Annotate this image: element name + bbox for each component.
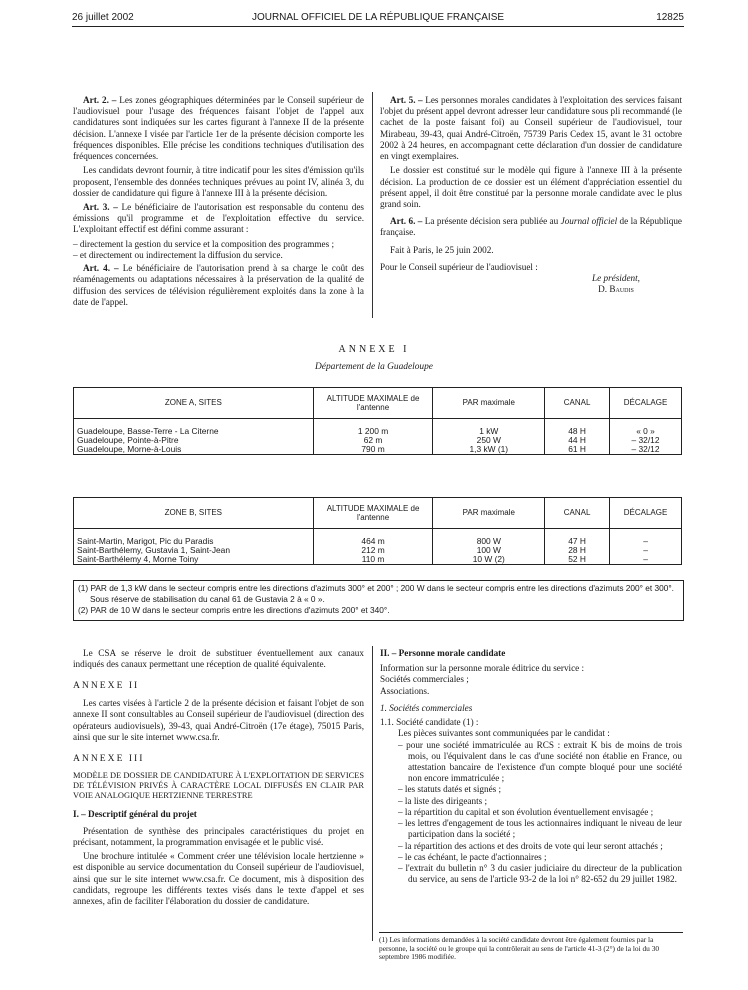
list-item: – pour une société immatriculée au RCS : extrait K bis de moins de trois mois, ou l'équivalent dans le cas d'une société non établie en France, ou attestation bancaire de l'existence d'un compte bloqué pour une société non encore immatriculée ; bbox=[398, 739, 682, 784]
bottom-right-column bbox=[380, 648, 682, 887]
annex-2-text: Les cartes visées à l'article 2 de la présente décision et faisant l'objet de son annexe II sont consultables au Conseil supérieur de l'audiovisuel (direction des opérateurs audiovisuels), 39-43, quai André-Citroën (17e étage), 75015 Paris, ainsi que sur le site internet www.csa.fr. bbox=[73, 698, 364, 742]
table-row: Guadeloupe, Morne-à-Louis 790 m 1,3 kW (1) 61 H – 32/12 bbox=[74, 445, 682, 455]
zone-b-table bbox=[73, 497, 682, 565]
column-header-altitude: ALTITUDE MAXIMALE de l'antenne bbox=[313, 498, 433, 529]
article-3-list bbox=[73, 239, 364, 261]
column-divider-bottom bbox=[372, 646, 373, 941]
zone-a-table bbox=[73, 387, 682, 455]
done-at-paris: Fait à Paris, le 25 juin 2002. bbox=[390, 244, 494, 255]
subsection-1-title: 1. Sociétés commerciales bbox=[380, 702, 473, 713]
column-header-canal: CANAL bbox=[545, 388, 610, 419]
signature-line-1: Pour le Conseil supérieur de l'audiovisuel : bbox=[380, 261, 538, 272]
table-row: Saint-Barthélemy, Gustavia 1, Saint-Jean 212 m 100 W 28 H – bbox=[74, 546, 682, 555]
column-header-sites: ZONE A, SITES bbox=[74, 388, 314, 419]
header-journal-title: JOURNAL OFFICIEL DE LA RÉPUBLIQUE FRANÇAISE bbox=[251, 12, 505, 23]
table-row: Guadeloupe, Pointe-à-Pitre 62 m 250 W 44 H – 32/12 bbox=[74, 436, 682, 445]
article-5: Art. 5. – Les personnes morales candidates à l'exploitation des services faisant l'objet du présent appel devront adresser leur candidature sous pli recommandé (le cachet de la poste faisant foi) au Conseil supérieur de l'audiovisuel, tour Mirabeau, 39-43, quai André-Citroën, 75739 Paris Cedex 15, avant le 31 octobre 2002 à 24 heures, en accompagnant cette déclaration d'un dossier de candidature en vingt exemplaires. bbox=[380, 95, 682, 162]
article-2: Art. 2. – Les zones géographiques déterminées par le Conseil supérieur de l'audiovisuel pour l'usage des fréquences faisant l'objet de l'appel aux candidatures sont indiquées sur les cartes figurant à l'annexe II de la présente décision. L'annexe I visée par l'article 1er de la présente décision comporte les fréquences disponibles. Elle précise les conditions techniques d'utilisation des fréquences concernées. bbox=[73, 95, 364, 162]
header-page-number: 12825 bbox=[656, 12, 684, 23]
section-1-paragraph-2: Une brochure intitulée « Comment créer une télévision locale hertzienne » est disponible au service documentation du Conseil supérieur de l'audiovisuel, ainsi que sur le site internet www.csa.fr. Ce document, mis à disposition des candidats, regroupe les différents textes visés dans le texte d'appel et ses annexes, afin de faciliter l'élaboration du dossier de candidature. bbox=[73, 851, 364, 906]
column-header-sites: ZONE B, SITES bbox=[74, 498, 314, 529]
article-5-paragraph-2: Le dossier est constitué sur le modèle qui figure à l'annexe III à la présente décision. La production de ce dossier est un élément d'appréciation essentiel du présent appel, il doit être constitué par la personne morale candidate avec le plus grand soin. bbox=[380, 165, 682, 209]
section-1-title: I. – Descriptif général du projet bbox=[73, 809, 197, 820]
footnote: (1) Les informations demandées à la société candidate devront être également fournies par la personne, la société ou le groupe qui la contrôlerait au sens de l'article 41-3 (2°) de la loi du 30 septembre 1986 modifiée. bbox=[379, 932, 683, 962]
page-header bbox=[72, 12, 684, 27]
signature-name: D. Baudis bbox=[598, 284, 634, 295]
column-header-decalage: DÉCALAGE bbox=[610, 498, 682, 529]
note-1: (1) PAR de 1,3 kW dans le secteur compris entre les directions d'azimuts 300° et 200° ; 200 W dans le secteur compris entre les directions d'azimuts 200° et 300°. bbox=[78, 583, 674, 593]
intro-item: Associations. bbox=[380, 685, 430, 696]
intro-item: Sociétés commerciales ; bbox=[380, 674, 469, 685]
subsection-1-1: 1.1. Société candidate (1) : bbox=[380, 717, 479, 728]
article-3: Art. 3. – Le bénéficiaire de l'autorisation est responsable du contenu des émissions qu'il programme et de l'exploitation effective du service. L'exploitant effectif est défini comme assurant : bbox=[73, 201, 364, 235]
section-2-intro: Information sur la personne morale éditrice du service : bbox=[380, 663, 585, 674]
list-item: – les statuts datés et signés ; bbox=[398, 784, 502, 795]
section-2-title: II. – Personne morale candidate bbox=[380, 648, 506, 658]
list-item: – et directement ou indirectement la diffusion du service. bbox=[73, 249, 283, 260]
list-item: – la liste des dirigeants ; bbox=[398, 795, 488, 806]
csa-reserve: Le CSA se réserve le droit de substituer éventuellement aux canaux indiqués des canaux permettant une réception de qualité équivalente. bbox=[73, 648, 364, 670]
list-item: – l'extrait du bulletin n° 3 du casier judiciaire du directeur de la publication du service, au sens de l'article 93-2 de la loi n° 82-652 du 29 juillet 1982. bbox=[398, 862, 682, 885]
column-divider-top bbox=[372, 92, 373, 318]
table-notes bbox=[73, 580, 684, 621]
section-1-paragraph-1: Présentation de synthèse des principales caractéristiques du projet en précisant, notamment, la programmation envisagée et le public visé. bbox=[73, 825, 364, 847]
header-date: 26 juillet 2002 bbox=[72, 12, 134, 23]
table-row: Guadeloupe, Basse-Terre - La Citerne 1 200 m 1 kW 48 H « 0 » bbox=[74, 427, 682, 436]
column-header-par: PAR maximale bbox=[433, 388, 545, 419]
top-right-column bbox=[380, 95, 682, 296]
pieces-intro: Les pièces suivantes sont communiquées par le candidat : bbox=[398, 728, 610, 739]
list-item: – la répartition du capital et son évolution éventuellement envisagée ; bbox=[398, 806, 654, 817]
column-header-canal: CANAL bbox=[545, 498, 610, 529]
annex-3-heading: MODÈLE DE DOSSIER DE CANDIDATURE À L'EXPLOITATION DE SERVICES DE TÉLÉVISION PRIVÉS À CARACTÈRE LOCAL DIFFUSÉS EN CLAIR PAR VOIE ANALOGIQUE HERTZIENNE TERRESTRE bbox=[73, 770, 364, 801]
table-row: Saint-Martin, Marigot, Pic du Paradis 464 m 800 W 47 H – bbox=[74, 537, 682, 546]
annex-3-title: ANNEXE III bbox=[73, 753, 145, 765]
annex-2-title: ANNEXE II bbox=[73, 680, 140, 692]
top-left-column bbox=[73, 95, 364, 311]
bottom-left-column bbox=[73, 648, 364, 910]
annex-1-title: ANNEXE I bbox=[338, 344, 410, 355]
list-item: – directement la gestion du service et la composition des programmes ; bbox=[73, 238, 335, 249]
column-header-altitude: ALTITUDE MAXIMALE de l'antenne bbox=[313, 388, 433, 419]
column-header-par: PAR maximale bbox=[433, 498, 545, 529]
column-header-decalage: DÉCALAGE bbox=[610, 388, 682, 419]
list-item: – le cas échéant, le pacte d'actionnaires ; bbox=[398, 851, 547, 862]
table-row: Saint-Barthélemy 4, Morne Toiny 110 m 10 W (2) 52 H – bbox=[74, 555, 682, 565]
note-2: (2) PAR de 10 W dans le secteur compris entre les directions d'azimuts 200° et 340°. bbox=[78, 604, 390, 615]
list-item: – la répartition des actions et des droits de vote qui leur seront attachés ; bbox=[398, 840, 663, 851]
pieces-list bbox=[398, 740, 682, 886]
annex-1-subtitle: Département de la Guadeloupe bbox=[315, 362, 433, 372]
article-2-paragraph-2: Les candidats devront fournir, à titre indicatif pour les sites d'émission qu'ils proposent, l'ensemble des données techniques prévues au point IV, alinéa 3, du dossier de candidature qui figure à l'annexe III à la présente décision. bbox=[73, 165, 364, 198]
signature-title: Le président, bbox=[592, 273, 640, 284]
article-6: Art. 6. – La présente décision sera publiée au Journal officiel de la République française. bbox=[380, 216, 682, 238]
note-reserve: Sous réserve de stabilisation du canal 61 de Gustavia 2 à « 0 ». bbox=[90, 593, 325, 604]
list-item: – les lettres d'engagement de tous les actionnaires indiquant le niveau de leur participation dans la société ; bbox=[398, 818, 682, 840]
article-4: Art. 4. – Le bénéficiaire de l'autorisation prend à sa charge le coût des réaménagements ou adaptations nécessaires à la préservation de la qualité de diffusion des services de télévision régulièrement exploités dans la zone à la date de l'appel. bbox=[73, 263, 365, 307]
